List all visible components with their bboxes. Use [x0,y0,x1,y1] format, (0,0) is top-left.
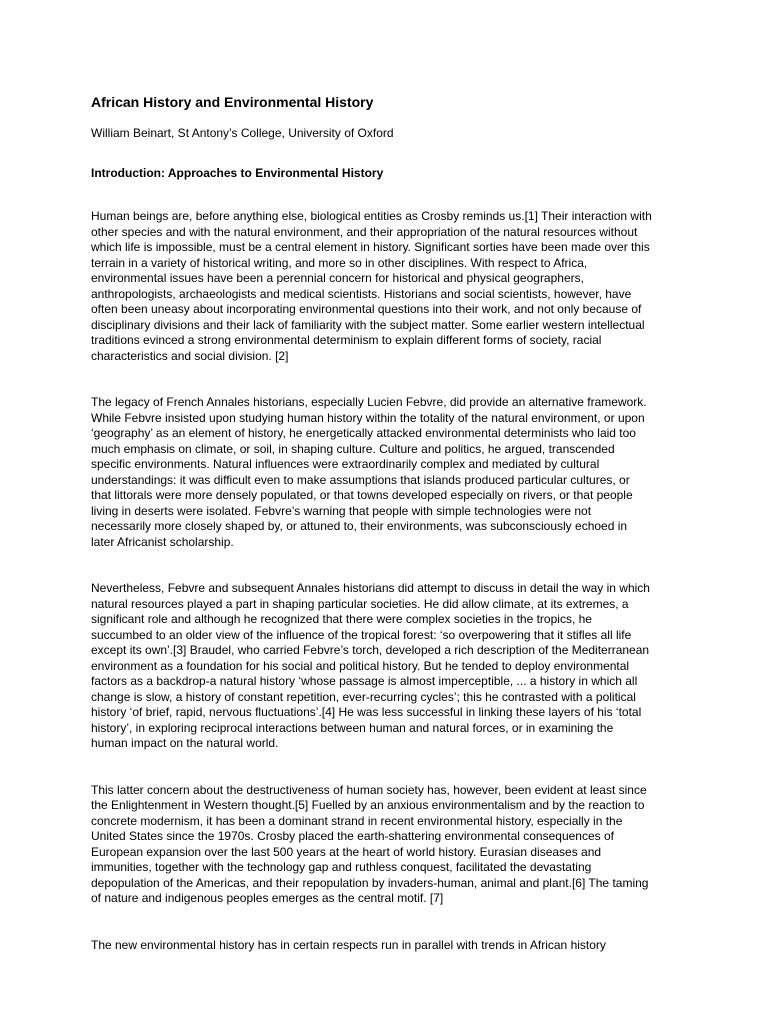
paragraph-3 [91,581,701,752]
text-line: European expansion over the last 500 years at the heart of world history. Eurasian diseases and [91,844,602,859]
text-line: natural resources played a part in shaping particular societies. He did allow climate, at its extremes, a [91,596,629,611]
text-line: traditions evinced a strong environmental determinism to explain different forms of society, racial [91,333,602,347]
paragraph-4 [91,783,701,907]
text-line: The legacy of French Annales historians, especially Lucien Febvre, did provide an alternative framework. [91,395,647,409]
text-line: often been uneasy about incorporating environmental questions into their work, and not only because of [91,302,642,316]
text-line: human impact on the natural world. [91,736,279,750]
text-line: disciplinary divisions and their lack of familiarity with the subject matter. Some earlier western intellectual [91,317,645,332]
text-line: ‘geography’ as an element of history, he energetically attacked environmental determinists who laid too [91,426,636,440]
text-line: living in deserts were isolated. Febvre’s warning that people with simple technologies were not [91,503,592,518]
text-line: concrete modernism, it has been a dominant strand in recent environmental history, especially in the [91,813,623,828]
paragraph-1 [91,209,701,364]
text-line: succumbed to an older view of the influence of the tropical forest: ‘so overpowering that it stifles all life [91,627,632,642]
paragraph-2 [91,395,701,550]
text-line: The new environmental history has in certain respects run in parallel with trends in African history [91,937,606,952]
text-line: of nature and indigenous peoples emerges as the central motif. [7] [91,891,444,905]
author-line: William Beinart, St Antony’s College, University of Oxford [91,126,394,140]
text-line: history’, in exploring reciprocal interactions between human and natural forces, or in examining the [91,720,614,735]
text-line: depopulation of the Americas, and their repopulation by invaders-human, animal and plant.[6] The taming [91,875,649,890]
text-line: environmental issues have been a perennial concern for historical and physical geographers, [91,271,584,285]
text-line: history ‘of brief, rapid, nervous fluctuations’.[4] He was less successful in linking these layers of his ‘total [91,705,642,719]
text-line: United States since the 1970s. Crosby placed the earth-shattering environmental consequences of [91,829,614,843]
text-line: characteristics and social division. [2] [91,348,289,363]
text-line: terrain in a variety of historical writing, and more so in other disciplines. With respect to Africa, [91,255,588,270]
text-line: necessarily more closely shaped by, or attuned to, their environments, was subconsciously echoed in [91,519,628,533]
text-line: the Enlightenment in Western thought.[5] Fuelled by an anxious environmentalism and by the reaction to [91,798,645,812]
text-line: significant role and although he recognized that there were complex societies in the tropics, he [91,612,592,626]
text-line: Nevertheless, Febvre and subsequent Annales historians did attempt to discuss in detail the way in which [91,581,650,595]
text-line: understandings: it was difficult even to make assumptions that islands produced particular cultures, or [91,472,630,487]
text-line: much emphasis on climate, or soil, in shaping culture. Culture and politics, he argued, transcended [91,441,615,456]
text-line: anthropologists, archaeologists and medical scientists. Historians and social scientists, however, have [91,286,632,301]
text-line: except its own’.[3] Braudel, who carried Febvre’s torch, developed a rich description of the Mediterranean [91,643,650,657]
text-line: While Febvre insisted upon studying human history within the totality of the natural environment, or upon [91,410,645,425]
text-line: specific environments. Natural influences were extraordinarily complex and mediated by cultural [91,457,600,471]
section-heading: Introduction: Approaches to Environmental History [91,166,384,180]
text-line: later Africanist scholarship. [91,534,234,549]
text-line: environment as a foundation for his social and political history. But he tended to deploy environmental [91,658,630,673]
document-title: African History and Environmental History [91,94,374,110]
text-line: immunities, together with the technology gap and ruthless conquest, facilitated the devastating [91,860,592,874]
text-line: This latter concern about the destructiveness of human society has, however, been evident at least since [91,782,647,797]
text-line: other species and with the natural environment, and their appropriation of the natural resources without [91,224,638,239]
paragraph-5 [91,938,701,954]
text-line: Human beings are, before anything else, biological entities as Crosby reminds us.[1] Their interaction with [91,209,652,223]
text-line: that littorals were more densely populated, or that towns developed especially on rivers, or that people [91,488,633,502]
text-line: change is slow, a history of constant repetition, ever-recurring cycles’; this he contrasted with a political [91,689,636,704]
text-line: factors as a backdrop-a natural history ‘whose passage is almost imperceptible, ... a history in which all [91,674,638,688]
document-page [91,92,701,953]
text-line: which life is impossible, must be a central element in history. Significant sorties have been made over this [91,240,650,254]
